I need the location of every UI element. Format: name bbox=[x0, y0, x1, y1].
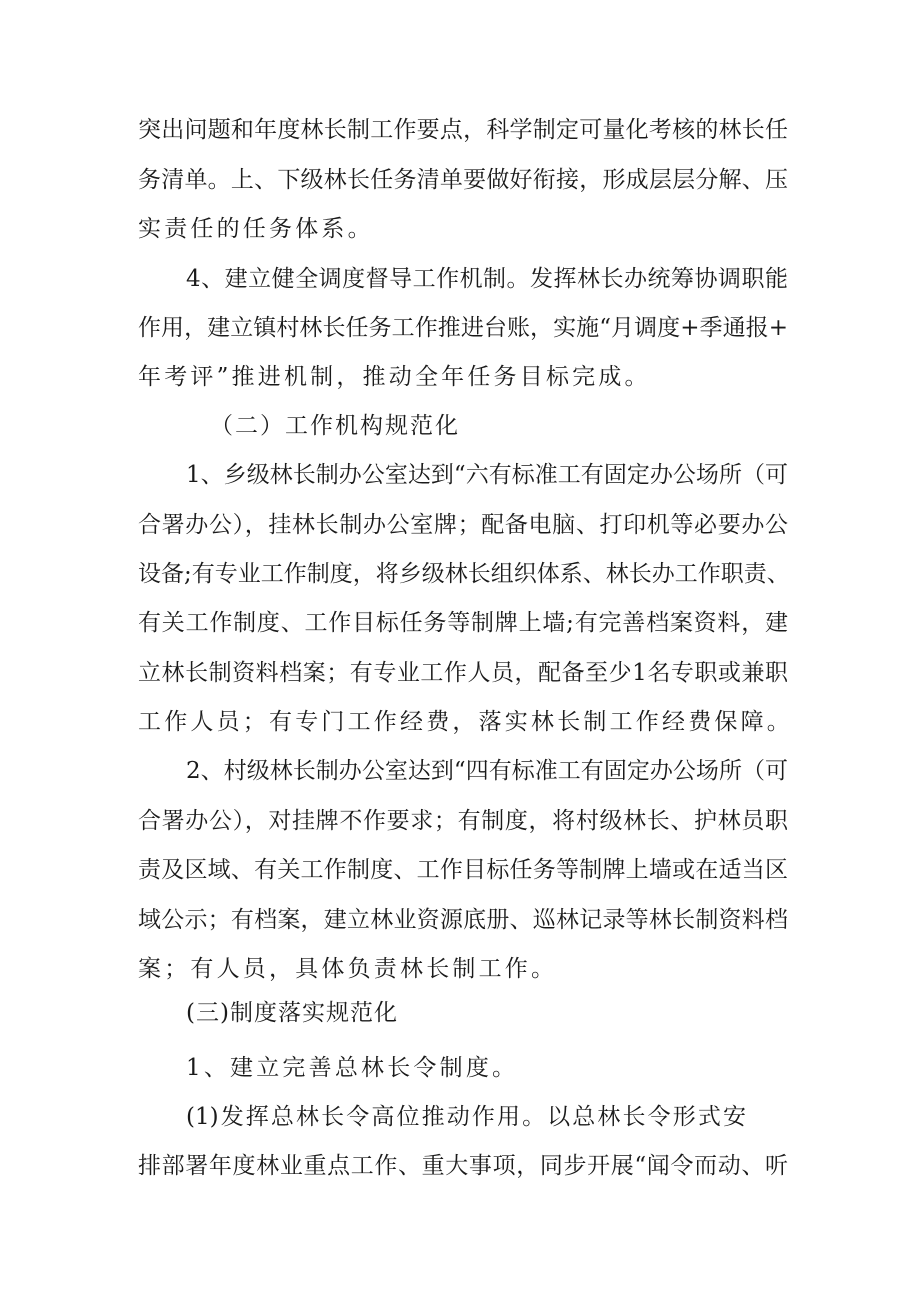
paragraph-line-6: 年考评”推进机制，推动全年任务目标完成。 bbox=[138, 364, 651, 390]
paragraph-line-4: 4、建立健全调度督导工作机制。发挥林长办统筹协调职能 bbox=[186, 266, 788, 292]
paragraph-line-14: 2、村级林长制办公室达到“四有标准工有固定办公场所（可 bbox=[186, 758, 788, 784]
paragraph-line-22: 排部署年度林业重点工作、重大事项，同步开展“闻令而动、听 bbox=[138, 1153, 788, 1179]
paragraph-line-13: 工作人员；有专门工作经费，落实林长制工作经费保障。 bbox=[138, 709, 793, 735]
paragraph-line-10: 设备;有专业工作制度，将乡级林长组织体系、林长办工作职责、 bbox=[138, 561, 790, 587]
section-heading-2: （二）工作机构规范化 bbox=[210, 413, 460, 439]
paragraph-line-1: 突出问题和年度林长制工作要点，科学制定可量化考核的林长任 bbox=[138, 117, 788, 143]
paragraph-line-9: 合署办公），挂林长制办公室牌；配备电脑、打印机等必要办公 bbox=[138, 512, 788, 538]
paragraph-line-17: 域公示；有档案，建立林业资源底册、巡林记录等林长制资料档 bbox=[138, 907, 788, 933]
paragraph-line-18: 案；有人员，具体负责林长制工作。 bbox=[138, 956, 558, 982]
section-heading-3: (三)制度落实规范化 bbox=[186, 1000, 398, 1026]
paragraph-line-2: 务清单。上、下级林长任务清单要做好衔接，形成层层分解、压 bbox=[138, 167, 788, 193]
paragraph-line-21: (1)发挥总林长令高位推动作用。以总林长令形式安 bbox=[186, 1104, 746, 1130]
paragraph-line-11: 有关工作制度、工作目标任务等制牌上墙;有完善档案资料，建 bbox=[138, 610, 788, 636]
paragraph-line-5: 作用，建立镇村林长任务工作推进台账，实施“月调度+季通报+ bbox=[138, 315, 788, 341]
paragraph-line-12: 立林长制资料档案；有专业工作人员，配备至少1名专职或兼职 bbox=[138, 660, 788, 686]
paragraph-line-16: 责及区域、有关工作制度、工作目标任务等制牌上墙或在适当区 bbox=[138, 857, 788, 883]
paragraph-line-3: 实责任的任务体系。 bbox=[138, 216, 374, 242]
paragraph-line-8: 1、乡级林长制办公室达到“六有标准工有固定办公场所（可 bbox=[186, 462, 788, 488]
paragraph-line-20: 1、建立完善总林长令制度。 bbox=[186, 1055, 519, 1081]
paragraph-line-15: 合署办公），对挂牌不作要求；有制度，将村级林长、护林员职 bbox=[138, 808, 788, 834]
